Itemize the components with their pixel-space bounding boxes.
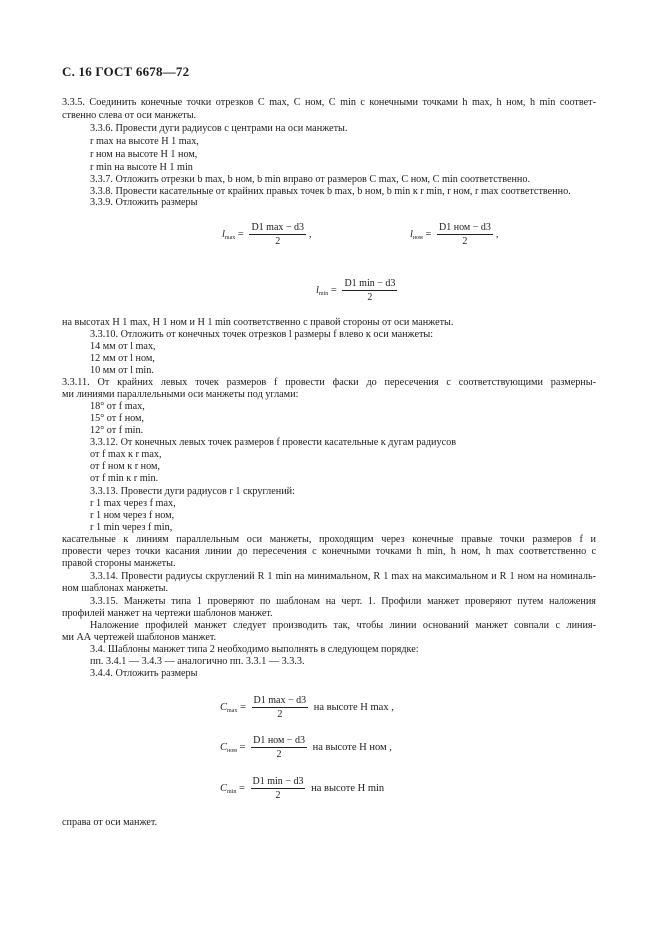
formula-c-nom: $C_{ном}$ = $\frac{\text{D1 ном − d3}}{2}$ на высоте H ном , (220, 735, 392, 760)
text-line: r max на высоте H 1 max, (90, 136, 199, 147)
text-line: r 1 ном через f ном, (90, 510, 175, 521)
text-line: 3.3.9. Отложить размеры (90, 197, 198, 208)
numerator: D1 ном − d3 (253, 735, 305, 746)
formula-c-max: $C_{max}$ = $\frac{D1 \max - d3}{2}$ на высоте H max , (220, 695, 394, 720)
text-line: 12 мм от l ном, (90, 353, 155, 364)
formula-lhs-sub: ном (412, 234, 423, 241)
text-line: на высотах H 1 max, H 1 ном и H 1 min соответственно с правой стороны от оси манжеты. (62, 317, 454, 328)
fraction (252, 695, 309, 720)
text-line: 3.4. Шаблоны манжет типа 2 необходимо выполнять в следующем порядке: (90, 644, 419, 655)
numerator: D1 min − d3 (344, 278, 396, 289)
text-line: 15° от f ном, (90, 413, 145, 424)
formula-lhs-sub: max (224, 234, 236, 241)
formula-lhs-sub: max (227, 707, 238, 714)
text-line: от f max к r max, (90, 449, 162, 460)
text-line: 10 мм от l min. (90, 365, 154, 376)
formula-lhs-sub: min (227, 788, 237, 795)
denominator: 2 (276, 749, 282, 760)
formula-tail: , (309, 228, 312, 240)
formula-lhs: l (410, 228, 413, 240)
denominator: 2 (367, 292, 373, 303)
text-line: провести через точки касания линии до пересечения с конечными точками h min, h ном, h max соответственно с (62, 546, 596, 557)
denominator: 2 (275, 236, 281, 247)
text-line: 3.3.10. Отложить от конечных точек отрезков l размеры f влево к оси манжеты: (90, 329, 434, 340)
fraction (249, 222, 306, 247)
text-line: ми линиями параллельными оси манжеты под углами: (62, 389, 299, 400)
text-line: 3.3.8. Провести касательные от крайних правых точек b max, b ном, b min к r min, r ном, r max соответственно. (90, 186, 571, 197)
formula-l-min: $l_{min}$ = $\frac{D1 \min - d3}{2}$ (316, 278, 396, 303)
text-line: r ном на высоте H 1 ном, (90, 149, 198, 160)
formula-lhs: C (220, 741, 228, 753)
text-line: 3.3.12. От конечных левых точек размеров f провести касательные к дугам радиусов (90, 437, 457, 448)
fraction (251, 735, 307, 760)
text-line: 18° от f max, (90, 401, 145, 412)
text-line: 3.3.14. Провести радиусы скруглений R 1 min на минимальном, R 1 max на максимальном и R 1 ном на номиналь- (90, 571, 596, 582)
text-line: от f min к r min. (90, 473, 159, 484)
numerator: D1 max − d3 (251, 222, 305, 233)
denominator: 2 (462, 236, 468, 247)
text-line: 3.3.15. Манжеты типа 1 проверяют по шаблонам на черт. 1. Профили манжет проверяют путем наложения (90, 596, 596, 607)
text-line: 12° от f min. (90, 425, 144, 436)
formula-lhs-sub: min (318, 290, 329, 297)
denominator: 2 (275, 790, 281, 801)
text-line: пп. 3.4.1 — 3.4.3 — аналогично пп. 3.3.1 — 3.3.3. (90, 656, 305, 667)
text-line: ном шаблонах манжеты. (62, 583, 169, 594)
fraction (342, 278, 397, 303)
numerator: D1 min − d3 (252, 776, 304, 787)
text-line: ми АА чертежей шаблонов манжет. (62, 632, 217, 643)
text-line: r min на высоте H 1 min (90, 162, 193, 173)
fraction (437, 222, 493, 247)
text-line: 3.4.4. Отложить размеры (90, 668, 198, 679)
text-line: ственно слева от оси манжеты. (62, 110, 197, 121)
formula-lhs: C (220, 701, 228, 713)
text-line: правой стороны манжеты. (62, 558, 176, 569)
text-line: справа от оси манжет. (62, 817, 158, 828)
text-line: 3.3.7. Отложить отрезки b max, b ном, b min вправо от размеров C max, C ном, C min соответственно. (90, 174, 531, 185)
formula-lhs: l (222, 228, 225, 240)
numerator: D1 ном − d3 (439, 222, 491, 233)
formula-tail: , (495, 228, 499, 240)
text-line: профилей манжет на чертежи шаблонов манжет. (62, 608, 273, 619)
text-line: r 1 max через f max, (90, 498, 176, 509)
text-line: 14 мм от l max, (90, 341, 156, 352)
formula-c-min: $C_{min}$ = $\frac{D1 \min - d3}{2}$ на высоте H min (220, 776, 385, 801)
formula-tail: на высоте H min (311, 782, 385, 794)
text-line: r 1 min через f min, (90, 522, 173, 533)
text-line: 3.3.5. Соединить конечные точки отрезков C max, C ном, C min с конечными точками h max, h ном, h min соответ- (62, 97, 596, 108)
text-line: 3.3.6. Провести дуги радиусов с центрами на оси манжеты. (90, 123, 348, 134)
fraction (251, 776, 306, 801)
page-header: С. 16 ГОСТ 6678—72 (62, 64, 190, 79)
text-line: касательные к линиям параллельным оси манжеты, проходящим через конечные правые точки размеров f и (62, 534, 596, 545)
numerator: D1 max − d3 (253, 695, 307, 706)
formula-tail: на высоте H ном , (312, 741, 392, 753)
formula-l-max: $l_{max}$ = $\frac{D1 \max - d3}{2}$ , (222, 222, 312, 247)
formula-l-nom: $l_{ном}$ = $\frac{\text{D1 ном − d3}}{2}$ , (410, 222, 499, 247)
text-line: от f ном к r ном, (90, 461, 161, 472)
formula-lhs: C (220, 782, 228, 794)
denominator: 2 (277, 709, 283, 720)
formula-lhs-sub: ном (227, 747, 237, 754)
text-line: Наложение профилей манжет следует производить так, чтобы линии оснований манжет совпали с линия- (90, 620, 596, 631)
text-line: 3.3.11. От крайних левых точек размеров f провести фаски до пересечения с соответствующими размерны- (62, 377, 596, 388)
text-line: 3.3.13. Провести дуги радиусов r 1 скруглений: (90, 486, 295, 497)
formula-tail: на высоте H max , (313, 701, 394, 713)
formula-lhs: l (316, 284, 319, 296)
